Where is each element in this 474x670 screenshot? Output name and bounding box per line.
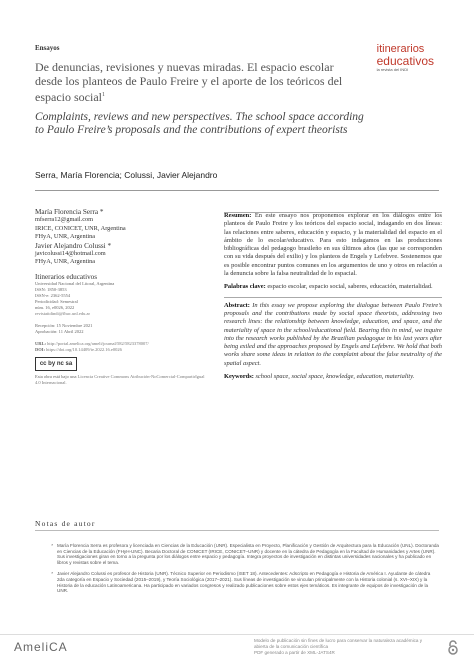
reception-date: Recepción: 15 Noviembre 2021 [35,323,93,329]
journal-logo-line1: itinerarios [376,43,425,55]
author1-email[interactable]: mfserra12@gmail.com [35,216,94,224]
article-url-link[interactable]: http://portal.amelica.org/ameli/journal/582/5823378007/ [47,341,149,347]
amelica-logo[interactable]: AmeliCA [14,640,68,654]
open-access-icon[interactable] [446,640,460,656]
license-prefix: Esta obra está bajo una [35,374,77,380]
footer-line2: PDF generado a partir de XML-JATS4R [254,649,335,655]
journal-issn: ISSN: 1850-3853 [35,287,67,293]
author2-email[interactable]: javicolussi14@hotmail.com [35,250,106,258]
footer-line1: Modelo de publicación sin fines de lucro para conservar la naturaleza académica y abierta de la comunicación científica [254,638,423,649]
journal-logo-tagline: la revista del INDI [376,67,409,72]
resumen-text: En este ensayo nos proponemos explorar en los diálogos entre los planteos de Paulo Freire y los teóricos del espacio social, indagando en dos líneas: las relaciones entre saberes, educación y espacio, y la materialidad del espacio en el ámbito de lo escolar/educativo. Para esto indagamos en las producciones bibliográficas del pedagogo brasileño en sus últimos años (las que se corresponden con su vida después del exilio) y los planteos de Engels y Lefebvre. Sostenemos que es posible encontrar puntos comunes en los argumentos de uno y otros en relación a la denuncia sobre la falsa neutralidad de lo espacial. [224,212,442,278]
note-item [35,571,439,593]
url-label: URL: [35,341,46,347]
title-footnote-mark[interactable]: 1 [101,92,105,98]
footer-divider [0,634,474,635]
author2-affil1: FHyA, UNR, Argentina [35,258,96,266]
section-label: Ensayos [35,44,60,52]
palabras-paragraph [224,283,442,291]
journal-periodicity: Periodicidad: Semestral [35,299,78,305]
creative-commons-icon[interactable]: cc by nc sa [35,357,77,371]
journal-logo-line2: educativos [376,54,434,68]
author1-affil1: IRICE, CONICET, UNR, Argentina [35,224,126,232]
journal-contact[interactable]: revistaitdindi@fhuc.unl.edu.ar [35,311,91,317]
keywords-paragraph [224,373,442,381]
author2-name: Javier Alejandro Colussi * [35,241,112,250]
abstract-text: In this essay we propose exploring the dialogue between Paulo Freire’s proposals and the contributions made by social space theorists, addressing two research lines: the relationship between knowledge, education, and space, and the materiality of space in the school/educational field. Bearing this in mind, we inquire into the research works published by the Brazilian pedagogue in his last years after being exiled and the approaches proposed by Engels and Lefebvre. We hold that both works share some ideas in relation to the complaint about the false neutrality of the spatial aspect. [224,301,442,367]
title-spanish [35,60,355,104]
note-text: Javier Alejandro Colussi es profesor de Historia (UNR). Técnico Superior en Periodismo (ISET 18). Antecedentes: Adscripto en Pedagogía e Historia de América I. Ayudante de cátedra 2da categoría en Espacio y Sociedad (2015–2019), y Teoría Sociológica (2017–2021). Sus líneas de investigación se vinculan principalmente con la Historia colonial (s. XVI–XIX) y la Historia de la educación Latinoamericana. Ha participado en variados congresos y realizado publicaciones sobre estos ejes temáticos. Es integrante de equipos de investigación de la UNR. [57,571,431,594]
divider [35,190,439,191]
abstract-label: Abstract: [224,301,250,309]
journal-eissn: ISSN-e: 2362-5554 [35,293,71,299]
journal-logo [377,44,434,72]
note-item [35,543,439,565]
notes-divider [35,530,439,531]
metadata-column [35,208,205,386]
palabras-text: espacio escolar, espacio social, saberes, educación, materialidad. [267,283,433,291]
title-spanish-text: De denuncias, revisiones y nuevas miradas. El espacio escolar desde los planteos de Paulo Freire y el aporte de los teóricos del espacio social [35,60,343,104]
footer-text [254,638,434,655]
title-english: Complaints, reviews and new perspectives. The school space according to Paulo Freire’s proposals and the contributions of expert theorists [35,111,364,136]
keywords-label: Keywords: [224,373,254,381]
abstract-inner-divider [224,297,442,298]
author1-affil2: FHyA, UNR, Argentina [35,233,96,241]
journal-number: núm. 16, e0026, 2022 [35,305,75,311]
doi-label: DOI: [35,347,45,353]
palabras-label: Palabras clave: [224,283,266,291]
doi-link[interactable]: https://doi.org/10.14409/ie.2022.16.e0026 [46,347,122,353]
journal-name: Itinerarios educativos [35,272,98,281]
abstract-paragraph [224,302,442,368]
note-mark: * [51,571,53,577]
keywords-text: school space, social space, knowledge, education, materiality. [255,373,415,381]
license-link[interactable]: Licencia Creative Commons Atribución-NoComercial-CompartirIgual 4.0 Internacional. [35,374,205,386]
author1-name: María Florencia Serra * [35,208,104,216]
authors-line: Serra, María Florencia; Colussi, Javier Alejandro [35,170,218,180]
author-notes [35,543,439,600]
resumen-label: Resumen: [224,212,252,219]
approval-date: Aprobación: 11 Abril 2022 [35,329,84,335]
journal-university: Universidad Nacional del Litoral, Argentina [35,281,115,287]
note-mark: * [51,543,53,548]
notes-title: Notas de autor [35,519,96,528]
abstract-column [224,208,442,381]
resumen-paragraph [224,212,442,278]
note-text: María Florencia Serra es profesora y licenciada en Ciencias de la Educación (UNR). Especialista en Proyecto, Planificación y Gestión de Arquitectura para la Educación (UNL). Doctoranda en Ciencias de la Educación (FHyH-UNC). Becaria Doctoral de CONICET (IRICE, CONICET–UNR) y docente en la cátedra de Pedagogía en la Facultad de Humanidades y Artes (UNR). Sus investigaciones giran en torno a la pregunta por los diálogos entre espacio y pedagogía. Integra proyectos de investigación en distintas universidades nacionales y ha publicado en libros y revistas sobre el tema. [57,543,439,565]
